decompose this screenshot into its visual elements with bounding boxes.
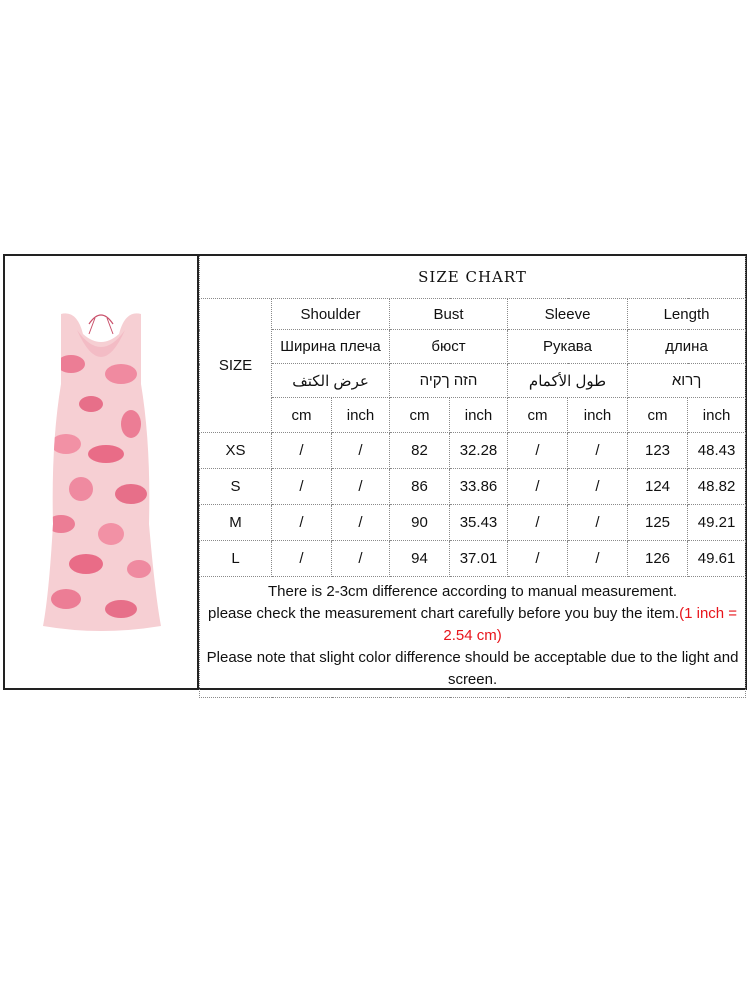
shoulder-cm-cell: /	[272, 469, 332, 505]
length-inch-cell: 49.21	[688, 505, 746, 541]
table-row	[200, 505, 746, 541]
note-line-1: There is 2-3cm difference according to manual measurement.	[268, 583, 678, 600]
bust-inch-cell: 37.01	[450, 541, 508, 577]
shoulder-inch-cell: /	[332, 541, 390, 577]
shoulder-inch-cell: /	[332, 469, 390, 505]
header-length-ru: длина	[628, 330, 746, 364]
length-inch-cell: 48.82	[688, 469, 746, 505]
shoulder-inch-cell: /	[332, 505, 390, 541]
header-sleeve: Sleeve	[508, 299, 628, 330]
bust-inch-cell: 33.86	[450, 469, 508, 505]
bust-cm-cell: 90	[390, 505, 450, 541]
unit-inch: inch	[568, 398, 628, 433]
unit-cm: cm	[628, 398, 688, 433]
header-bust: Bust	[390, 299, 508, 330]
sleeve-inch-cell: /	[568, 505, 628, 541]
dress-product-image	[31, 304, 171, 644]
length-cm-cell: 126	[628, 541, 688, 577]
unit-inch: inch	[332, 398, 390, 433]
unit-cm: cm	[390, 398, 450, 433]
unit-inch: inch	[450, 398, 508, 433]
unit-cm: cm	[508, 398, 568, 433]
unit-inch: inch	[688, 398, 746, 433]
length-cm-cell: 125	[628, 505, 688, 541]
unit-cm: cm	[272, 398, 332, 433]
length-cm-cell: 124	[628, 469, 688, 505]
shoulder-cm-cell: /	[272, 505, 332, 541]
sleeve-cm-cell: /	[508, 541, 568, 577]
size-chart-table	[199, 256, 746, 698]
size-chart-frame	[3, 254, 747, 690]
header-shoulder: Shoulder	[272, 299, 390, 330]
length-cm-cell: 123	[628, 433, 688, 469]
header-sleeve-ru: Рукава	[508, 330, 628, 364]
note-inch-conversion: (1 inch = 2.54 cm)	[443, 605, 738, 644]
bust-cm-cell: 86	[390, 469, 450, 505]
bust-inch-cell: 32.28	[450, 433, 508, 469]
note-line-2-text: please check the measurement chart carefully before you buy the item.	[208, 605, 680, 622]
product-photo-panel	[5, 256, 199, 688]
note-line-2	[206, 603, 739, 647]
size-cell: XS	[200, 433, 272, 469]
sleeve-cm-cell: /	[508, 469, 568, 505]
size-chart	[199, 256, 745, 688]
header-bust-ru: бюст	[390, 330, 508, 364]
bust-cm-cell: 82	[390, 433, 450, 469]
header-sleeve-alt: طول الأكمام	[508, 364, 628, 398]
header-length: Length	[628, 299, 746, 330]
size-cell: L	[200, 541, 272, 577]
size-column-header: SIZE	[200, 299, 272, 433]
length-inch-cell: 48.43	[688, 433, 746, 469]
length-inch-cell: 49.61	[688, 541, 746, 577]
shoulder-cm-cell: /	[272, 541, 332, 577]
sleeve-inch-cell: /	[568, 469, 628, 505]
size-cell: S	[200, 469, 272, 505]
bust-cm-cell: 94	[390, 541, 450, 577]
table-row	[200, 541, 746, 577]
measurement-notes	[200, 577, 746, 698]
chart-title: SIZE CHART	[200, 256, 746, 299]
bust-inch-cell: 35.43	[450, 505, 508, 541]
size-cell: M	[200, 505, 272, 541]
sleeve-cm-cell: /	[508, 505, 568, 541]
sleeve-cm-cell: /	[508, 433, 568, 469]
header-bust-alt: הזה ךקיה	[390, 364, 508, 398]
shoulder-cm-cell: /	[272, 433, 332, 469]
header-shoulder-ru: Ширина плеча	[272, 330, 390, 364]
sleeve-inch-cell: /	[568, 541, 628, 577]
note-line-3: Please note that slight color difference should be acceptable due to the light and screen.	[206, 649, 739, 688]
table-row	[200, 433, 746, 469]
header-length-alt: ךרוא	[628, 364, 746, 398]
table-row	[200, 469, 746, 505]
sleeve-inch-cell: /	[568, 433, 628, 469]
header-shoulder-alt: عرض الكتف	[272, 364, 390, 398]
shoulder-inch-cell: /	[332, 433, 390, 469]
